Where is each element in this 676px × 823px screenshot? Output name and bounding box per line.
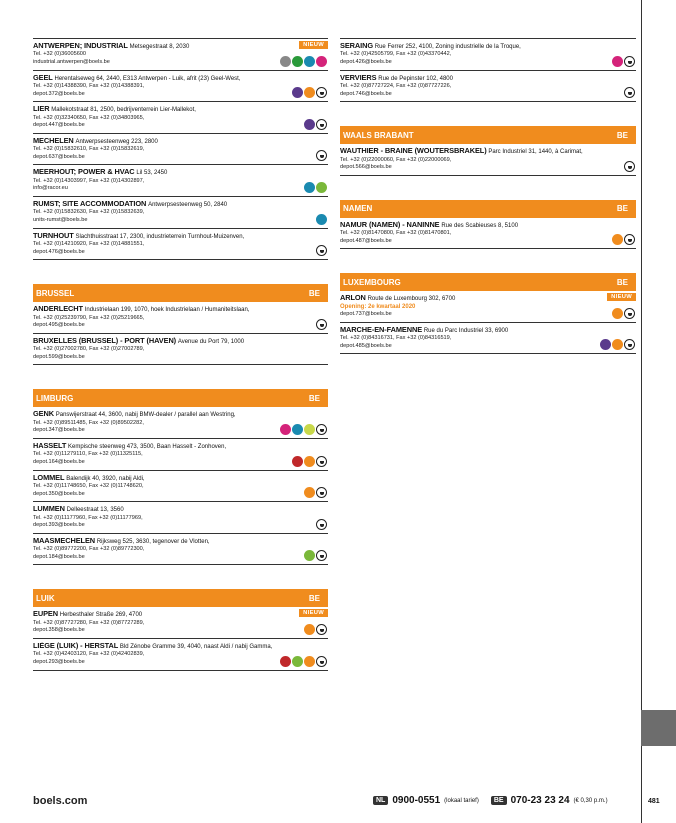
wheel-icon bbox=[624, 308, 635, 319]
branch-name: TURNHOUT bbox=[33, 231, 74, 240]
branch-email[interactable]: depot.737@boels.be bbox=[340, 311, 392, 318]
branch-headline bbox=[33, 505, 328, 514]
service-icons bbox=[280, 656, 327, 667]
service-icon bbox=[612, 308, 623, 319]
branch-address: Rue du Parc Industriel 33, 6900 bbox=[423, 327, 509, 334]
service-icons bbox=[292, 87, 327, 98]
branch-name: ANDERLECHT bbox=[33, 305, 83, 314]
branch-name: VERVIERS bbox=[340, 73, 377, 82]
service-icons bbox=[280, 56, 327, 67]
branch-name: HASSELT bbox=[33, 441, 67, 450]
branch-headline bbox=[33, 137, 328, 146]
branch-headline bbox=[33, 537, 328, 546]
branch-phone: Tel. +32 (0)11279110, Fax +32 (0)11325115, bbox=[33, 451, 143, 458]
region-section bbox=[340, 273, 636, 354]
footer bbox=[33, 795, 676, 811]
region-header bbox=[340, 200, 636, 218]
region-header bbox=[33, 589, 328, 607]
service-icons bbox=[624, 161, 635, 172]
branch-email[interactable]: depot.447@boels.be bbox=[33, 122, 85, 129]
service-icon bbox=[280, 56, 291, 67]
branch-name: ARLON bbox=[340, 294, 366, 303]
branch-address: Balendijk 40, 3920, nabij Aldi, bbox=[66, 475, 145, 482]
service-icons bbox=[612, 56, 635, 67]
chapter-tab bbox=[641, 710, 676, 746]
service-icon bbox=[304, 487, 315, 498]
branch-headline bbox=[33, 168, 328, 177]
new-badge: NIEUW bbox=[299, 41, 328, 49]
branch-address: Industrielaan 199, 1070, hoek Industrielaan / Humaniteitslaan, bbox=[84, 307, 250, 314]
branch-entry bbox=[33, 607, 328, 638]
left-column bbox=[33, 38, 328, 671]
service-icon bbox=[316, 214, 327, 225]
site-url[interactable]: boels.com bbox=[33, 795, 88, 807]
branch-entry bbox=[340, 70, 636, 103]
branch-phone: Tel. +32 (0)22000060, Fax +32 (0)22000069, bbox=[340, 156, 452, 163]
branch-email[interactable]: depot.184@boels.be bbox=[33, 553, 85, 560]
wheel-icon bbox=[316, 550, 327, 561]
branch-entry bbox=[33, 501, 328, 533]
branch-headline bbox=[340, 326, 636, 335]
antwerpen-section bbox=[33, 38, 328, 260]
wheel-icon bbox=[316, 245, 327, 256]
service-icons bbox=[304, 624, 327, 635]
wheel-icon bbox=[316, 487, 327, 498]
branch-phone: Tel. +32 (0)89772200, Fax +32 (0)89772300, bbox=[33, 546, 145, 553]
branch-email[interactable]: depot.485@boels.be bbox=[340, 342, 392, 349]
branch-headline bbox=[340, 147, 636, 156]
wheel-icon bbox=[316, 119, 327, 130]
service-icon bbox=[304, 624, 315, 635]
branch-address: Avenue du Port 79, 1000 bbox=[177, 338, 245, 345]
luik-continued-section bbox=[340, 38, 636, 102]
service-icon bbox=[292, 424, 303, 435]
branch-entry bbox=[33, 333, 328, 366]
branch-entry bbox=[33, 38, 328, 70]
opening-note: Opening: 2e kwartaal 2020 bbox=[340, 303, 416, 310]
branch-headline bbox=[340, 74, 636, 83]
branch-entry bbox=[33, 438, 328, 470]
service-icon bbox=[612, 56, 623, 67]
branch-phone: Tel. +32 (0)32340650, Fax +32 (0)34803965, bbox=[33, 114, 145, 121]
branch-entry bbox=[33, 407, 328, 438]
phone-numbers bbox=[373, 795, 608, 806]
branch-phone: Tel. +32 (0)11177960, Fax +32 (0)11177969, bbox=[33, 514, 143, 521]
service-icon bbox=[292, 87, 303, 98]
branch-name: LUMMEN bbox=[33, 505, 65, 514]
branch-address: Metsegestraat 8, 2030 bbox=[129, 44, 190, 50]
region-section bbox=[33, 389, 328, 565]
branch-address: Delleestraat 13, 3560 bbox=[66, 507, 124, 514]
branch-phone: Tel. +32 (0)14210920, Fax +32 (0)14881551, bbox=[33, 240, 145, 247]
branch-address: Mallekotstraat 81, 2500, bedrijventerrein Lier-Mallekot, bbox=[51, 107, 196, 114]
region-title: BRUSSEL bbox=[36, 288, 75, 298]
branch-name: MECHELEN bbox=[33, 136, 74, 145]
region-section bbox=[33, 589, 328, 670]
branch-address: Herentalseweg 64, 2440, E313 Antwerpen - Luik, afrit (23) Geel-West, bbox=[54, 75, 241, 82]
service-icon bbox=[292, 656, 303, 667]
branch-name: RUMST; SITE ACCOMMODATION bbox=[33, 199, 147, 208]
nl-phone[interactable]: 0900-0551 bbox=[392, 795, 441, 806]
region-header bbox=[33, 284, 328, 302]
new-badge: NIEUW bbox=[607, 293, 636, 301]
service-icons bbox=[316, 214, 327, 225]
branch-name: BRUXELLES (BRUSSEL) - PORT (HAVEN) bbox=[33, 336, 177, 345]
branch-entry bbox=[33, 302, 328, 333]
service-icon bbox=[292, 56, 303, 67]
branch-name: GENK bbox=[33, 410, 54, 419]
wheel-icon bbox=[624, 161, 635, 172]
wheel-icon bbox=[624, 234, 635, 245]
service-icon bbox=[304, 456, 315, 467]
branch-phone: Tel. +32 (0)84316731, Fax +32 (0)84316519, bbox=[340, 335, 452, 342]
branch-entry bbox=[33, 164, 328, 196]
branch-address: Rue des Scabieuses 8, 5100 bbox=[441, 222, 519, 229]
new-badge: NIEUW bbox=[299, 609, 328, 617]
be-country-code: BE bbox=[491, 796, 507, 805]
branch-headline bbox=[340, 221, 636, 230]
service-icon bbox=[292, 456, 303, 467]
branch-entry bbox=[340, 291, 636, 321]
branch-address: Parc Industriel 31, 1440, à Carimat, bbox=[488, 149, 583, 156]
branch-entry bbox=[340, 38, 636, 70]
branch-name: MEERHOUT; POWER & HVAC bbox=[33, 168, 135, 177]
branch-phone: Tel. +32 (0)36005600 bbox=[33, 51, 87, 58]
branch-phone: Tel. +32 (0)42505799, Fax +32 (0)43370442, bbox=[340, 51, 452, 58]
branch-address: Route de Luxembourg 302, 6700 bbox=[367, 296, 456, 303]
branch-headline bbox=[33, 442, 328, 451]
right-column bbox=[340, 38, 636, 354]
branch-email[interactable]: depot.293@boels.be bbox=[33, 658, 85, 665]
page-edge-line bbox=[641, 0, 642, 823]
region-title: WAALS BRABANT bbox=[343, 130, 414, 140]
branch-name: MAASMECHELEN bbox=[33, 536, 96, 545]
branch-email[interactable]: industrial.antwerpen@boels.be bbox=[33, 59, 110, 65]
branch-address: Panswijerstraat 44, 3600, nabij BMW-dealer / parallel aan Westring, bbox=[55, 412, 236, 419]
region-country: BE bbox=[616, 204, 628, 214]
service-icon bbox=[304, 182, 315, 193]
branch-name: EUPEN bbox=[33, 610, 58, 619]
branch-headline bbox=[33, 42, 328, 51]
service-icon bbox=[316, 182, 327, 193]
branch-email[interactable]: info@racor.eu bbox=[33, 185, 68, 192]
region-section bbox=[33, 284, 328, 365]
branch-name: LIER bbox=[33, 105, 50, 114]
wheel-icon bbox=[316, 424, 327, 435]
region-country: BE bbox=[308, 288, 320, 298]
service-icons bbox=[304, 119, 327, 130]
branch-headline bbox=[33, 610, 328, 619]
branch-entry bbox=[340, 218, 636, 250]
service-icon bbox=[316, 56, 327, 67]
be-phone[interactable]: 070-23 23 24 bbox=[510, 795, 570, 806]
branch-phone: Tel. +32 (0)42403120, Fax +32 (0)42402839, bbox=[33, 651, 145, 658]
wheel-icon bbox=[316, 519, 327, 530]
branch-email[interactable]: depot.487@boels.be bbox=[340, 237, 392, 244]
branch-name: NAMUR (NAMEN) - NANINNE bbox=[340, 220, 440, 229]
service-icons bbox=[316, 150, 327, 161]
branch-email[interactable]: depot.637@boels.be bbox=[33, 153, 85, 160]
branch-address: Kempische steenweg 473, 3500, Baan Hasselt - Zonhoven, bbox=[68, 443, 227, 450]
branch-entry bbox=[33, 533, 328, 566]
branch-email[interactable]: depot.372@boels.be bbox=[33, 90, 85, 97]
branch-name: LOMMEL bbox=[33, 473, 65, 482]
nl-note: (lokaal tarief) bbox=[444, 797, 479, 804]
service-icon bbox=[304, 87, 315, 98]
service-icons bbox=[304, 182, 327, 193]
branch-headline bbox=[33, 474, 328, 483]
branch-headline bbox=[33, 305, 328, 314]
branch-email[interactable]: depot.599@boels.be bbox=[33, 353, 85, 360]
branch-phone: Tel. +32 (0)81470800, Fax +32 (0)81470801, bbox=[340, 230, 452, 237]
branch-email[interactable]: depot.495@boels.be bbox=[33, 322, 85, 329]
region-country: BE bbox=[308, 393, 320, 403]
branch-name: MARCHE-EN-FAMENNE bbox=[340, 325, 423, 334]
service-icon bbox=[280, 424, 291, 435]
service-icons bbox=[304, 487, 327, 498]
wheel-icon bbox=[316, 319, 327, 330]
branch-address: Bld Zénobe Gramme 39, 4040, naast Aldi / nabij Gamma, bbox=[119, 643, 273, 650]
wheel-icon bbox=[316, 150, 327, 161]
service-icons bbox=[304, 550, 327, 561]
service-icons bbox=[316, 245, 327, 256]
service-icon bbox=[304, 424, 315, 435]
region-title: LUIK bbox=[36, 593, 55, 603]
branch-headline bbox=[33, 74, 328, 83]
branch-phone: Tel. +32 (0)11748650, Fax +32 (0)11748620, bbox=[33, 482, 144, 489]
branch-headline bbox=[33, 642, 328, 651]
branch-entry bbox=[33, 133, 328, 165]
branch-email[interactable]: depot.358@boels.be bbox=[33, 627, 85, 634]
service-icons bbox=[316, 519, 327, 530]
branch-entry bbox=[33, 196, 328, 228]
branch-entry bbox=[340, 144, 636, 176]
branch-phone: Tel. +32 (0)15832630, Fax +32 (0)15832639, bbox=[33, 209, 145, 216]
region-section bbox=[340, 200, 636, 250]
branch-name: WAUTHIER - BRAINE (WOUTERSBRAKEL) bbox=[340, 147, 487, 156]
wheel-icon bbox=[316, 456, 327, 467]
branch-address: Lil 53, 2450 bbox=[136, 170, 168, 177]
branch-address: Rue Ferrer 252, 4100, Zoning industrielle de la Troque, bbox=[374, 44, 521, 50]
service-icons bbox=[612, 308, 635, 319]
service-icon bbox=[304, 56, 315, 67]
wheel-icon bbox=[316, 656, 327, 667]
wheel-icon bbox=[624, 339, 635, 350]
branch-phone: Tel. +32 (0)27002780, Fax +32 (0)27002789, bbox=[33, 346, 145, 353]
wheel-icon bbox=[624, 87, 635, 98]
branch-phone: Tel. +32 (0)14388390, Fax +32 (0)14388391, bbox=[33, 83, 145, 89]
service-icon bbox=[304, 119, 315, 130]
branch-address: Herbesthaler Straße 269, 4700 bbox=[59, 612, 143, 619]
branch-entry bbox=[340, 322, 636, 355]
branch-entry bbox=[33, 101, 328, 133]
branch-headline bbox=[340, 294, 636, 303]
service-icons bbox=[600, 339, 635, 350]
be-note: (€ 0,30 p.m.) bbox=[573, 797, 608, 804]
branch-email[interactable]: depot.746@boels.be bbox=[340, 90, 392, 97]
region-title: LUXEMBOURG bbox=[343, 277, 401, 287]
branch-email[interactable]: depot.393@boels.be bbox=[33, 522, 85, 529]
branch-email[interactable]: depot.476@boels.be bbox=[33, 248, 85, 255]
branch-address: Rue de Pepinster 102, 4800 bbox=[378, 75, 453, 82]
branch-name: ANTWERPEN; INDUSTRIAL bbox=[33, 42, 128, 50]
branch-entry bbox=[33, 470, 328, 502]
branch-headline bbox=[33, 337, 328, 346]
branch-phone: Tel. +32 (0)87727224, Fax +32 (0)87727226, bbox=[340, 83, 452, 89]
branch-name: GEEL bbox=[33, 73, 53, 82]
branch-name: SERAING bbox=[340, 42, 373, 50]
branch-entry bbox=[33, 638, 328, 671]
branch-name: LIÈGE (LUIK) - HERSTAL bbox=[33, 641, 119, 650]
branch-phone: Tel. +32 (0)25239790, Fax +32 (0)25219665, bbox=[33, 314, 145, 321]
service-icon bbox=[612, 339, 623, 350]
branch-phone: Tel. +32 (0)14303997, Fax +32 (0)14302897, bbox=[33, 177, 145, 184]
region-country: BE bbox=[308, 593, 320, 603]
branch-address: Antwerpsesteenweg 223, 2800 bbox=[75, 138, 158, 145]
branch-entry bbox=[33, 70, 328, 102]
service-icons bbox=[292, 456, 327, 467]
region-country: BE bbox=[616, 130, 628, 140]
branch-phone: Tel. +32 (0)87727280, Fax +32 (0)87727289, bbox=[33, 619, 145, 626]
service-icon bbox=[612, 234, 623, 245]
region-header bbox=[33, 389, 328, 407]
wheel-icon bbox=[624, 56, 635, 67]
branch-phone: Tel. +32 (0)89511485, Fax +32 (0)89502282, bbox=[33, 419, 144, 426]
branch-email[interactable]: units-rumst@boels.be bbox=[33, 216, 88, 223]
region-section bbox=[340, 126, 636, 176]
branch-headline bbox=[33, 410, 328, 419]
branch-email[interactable]: depot.566@boels.be bbox=[340, 164, 392, 171]
service-icon bbox=[304, 550, 315, 561]
branch-address: Antwerpsesteenweg 50, 2840 bbox=[148, 201, 228, 208]
page-number: 481 bbox=[648, 798, 660, 805]
service-icon bbox=[280, 656, 291, 667]
branch-email[interactable]: depot.164@boels.be bbox=[33, 458, 85, 465]
branch-email[interactable]: depot.347@boels.be bbox=[33, 427, 85, 434]
service-icon bbox=[600, 339, 611, 350]
branch-address: Rijksweg 525, 3630, tegenover de Vlotten, bbox=[96, 538, 210, 545]
service-icons bbox=[316, 319, 327, 330]
service-icons bbox=[280, 424, 327, 435]
branch-email[interactable]: depot.350@boels.be bbox=[33, 490, 85, 497]
region-header bbox=[340, 273, 636, 291]
branch-headline bbox=[340, 42, 636, 51]
region-title: NAMEN bbox=[343, 204, 373, 214]
branch-headline bbox=[33, 232, 328, 241]
region-header bbox=[340, 126, 636, 144]
service-icons bbox=[612, 234, 635, 245]
branch-headline bbox=[33, 105, 328, 114]
branch-address: Slachthuisstraat 17, 2300, industrieterrein Turnhout-Muizenven, bbox=[75, 233, 245, 240]
branch-headline bbox=[33, 200, 328, 209]
region-country: BE bbox=[616, 277, 628, 287]
region-title: LIMBURG bbox=[36, 393, 74, 403]
branch-email[interactable]: depot.426@boels.be bbox=[340, 59, 392, 65]
service-icon bbox=[304, 656, 315, 667]
branch-phone: Tel. +32 (0)15832610, Fax +32 (0)15832619, bbox=[33, 146, 145, 153]
service-icons bbox=[624, 87, 635, 98]
wheel-icon bbox=[316, 87, 327, 98]
branch-entry bbox=[33, 228, 328, 261]
nl-country-code: NL bbox=[373, 796, 388, 805]
wheel-icon bbox=[316, 624, 327, 635]
